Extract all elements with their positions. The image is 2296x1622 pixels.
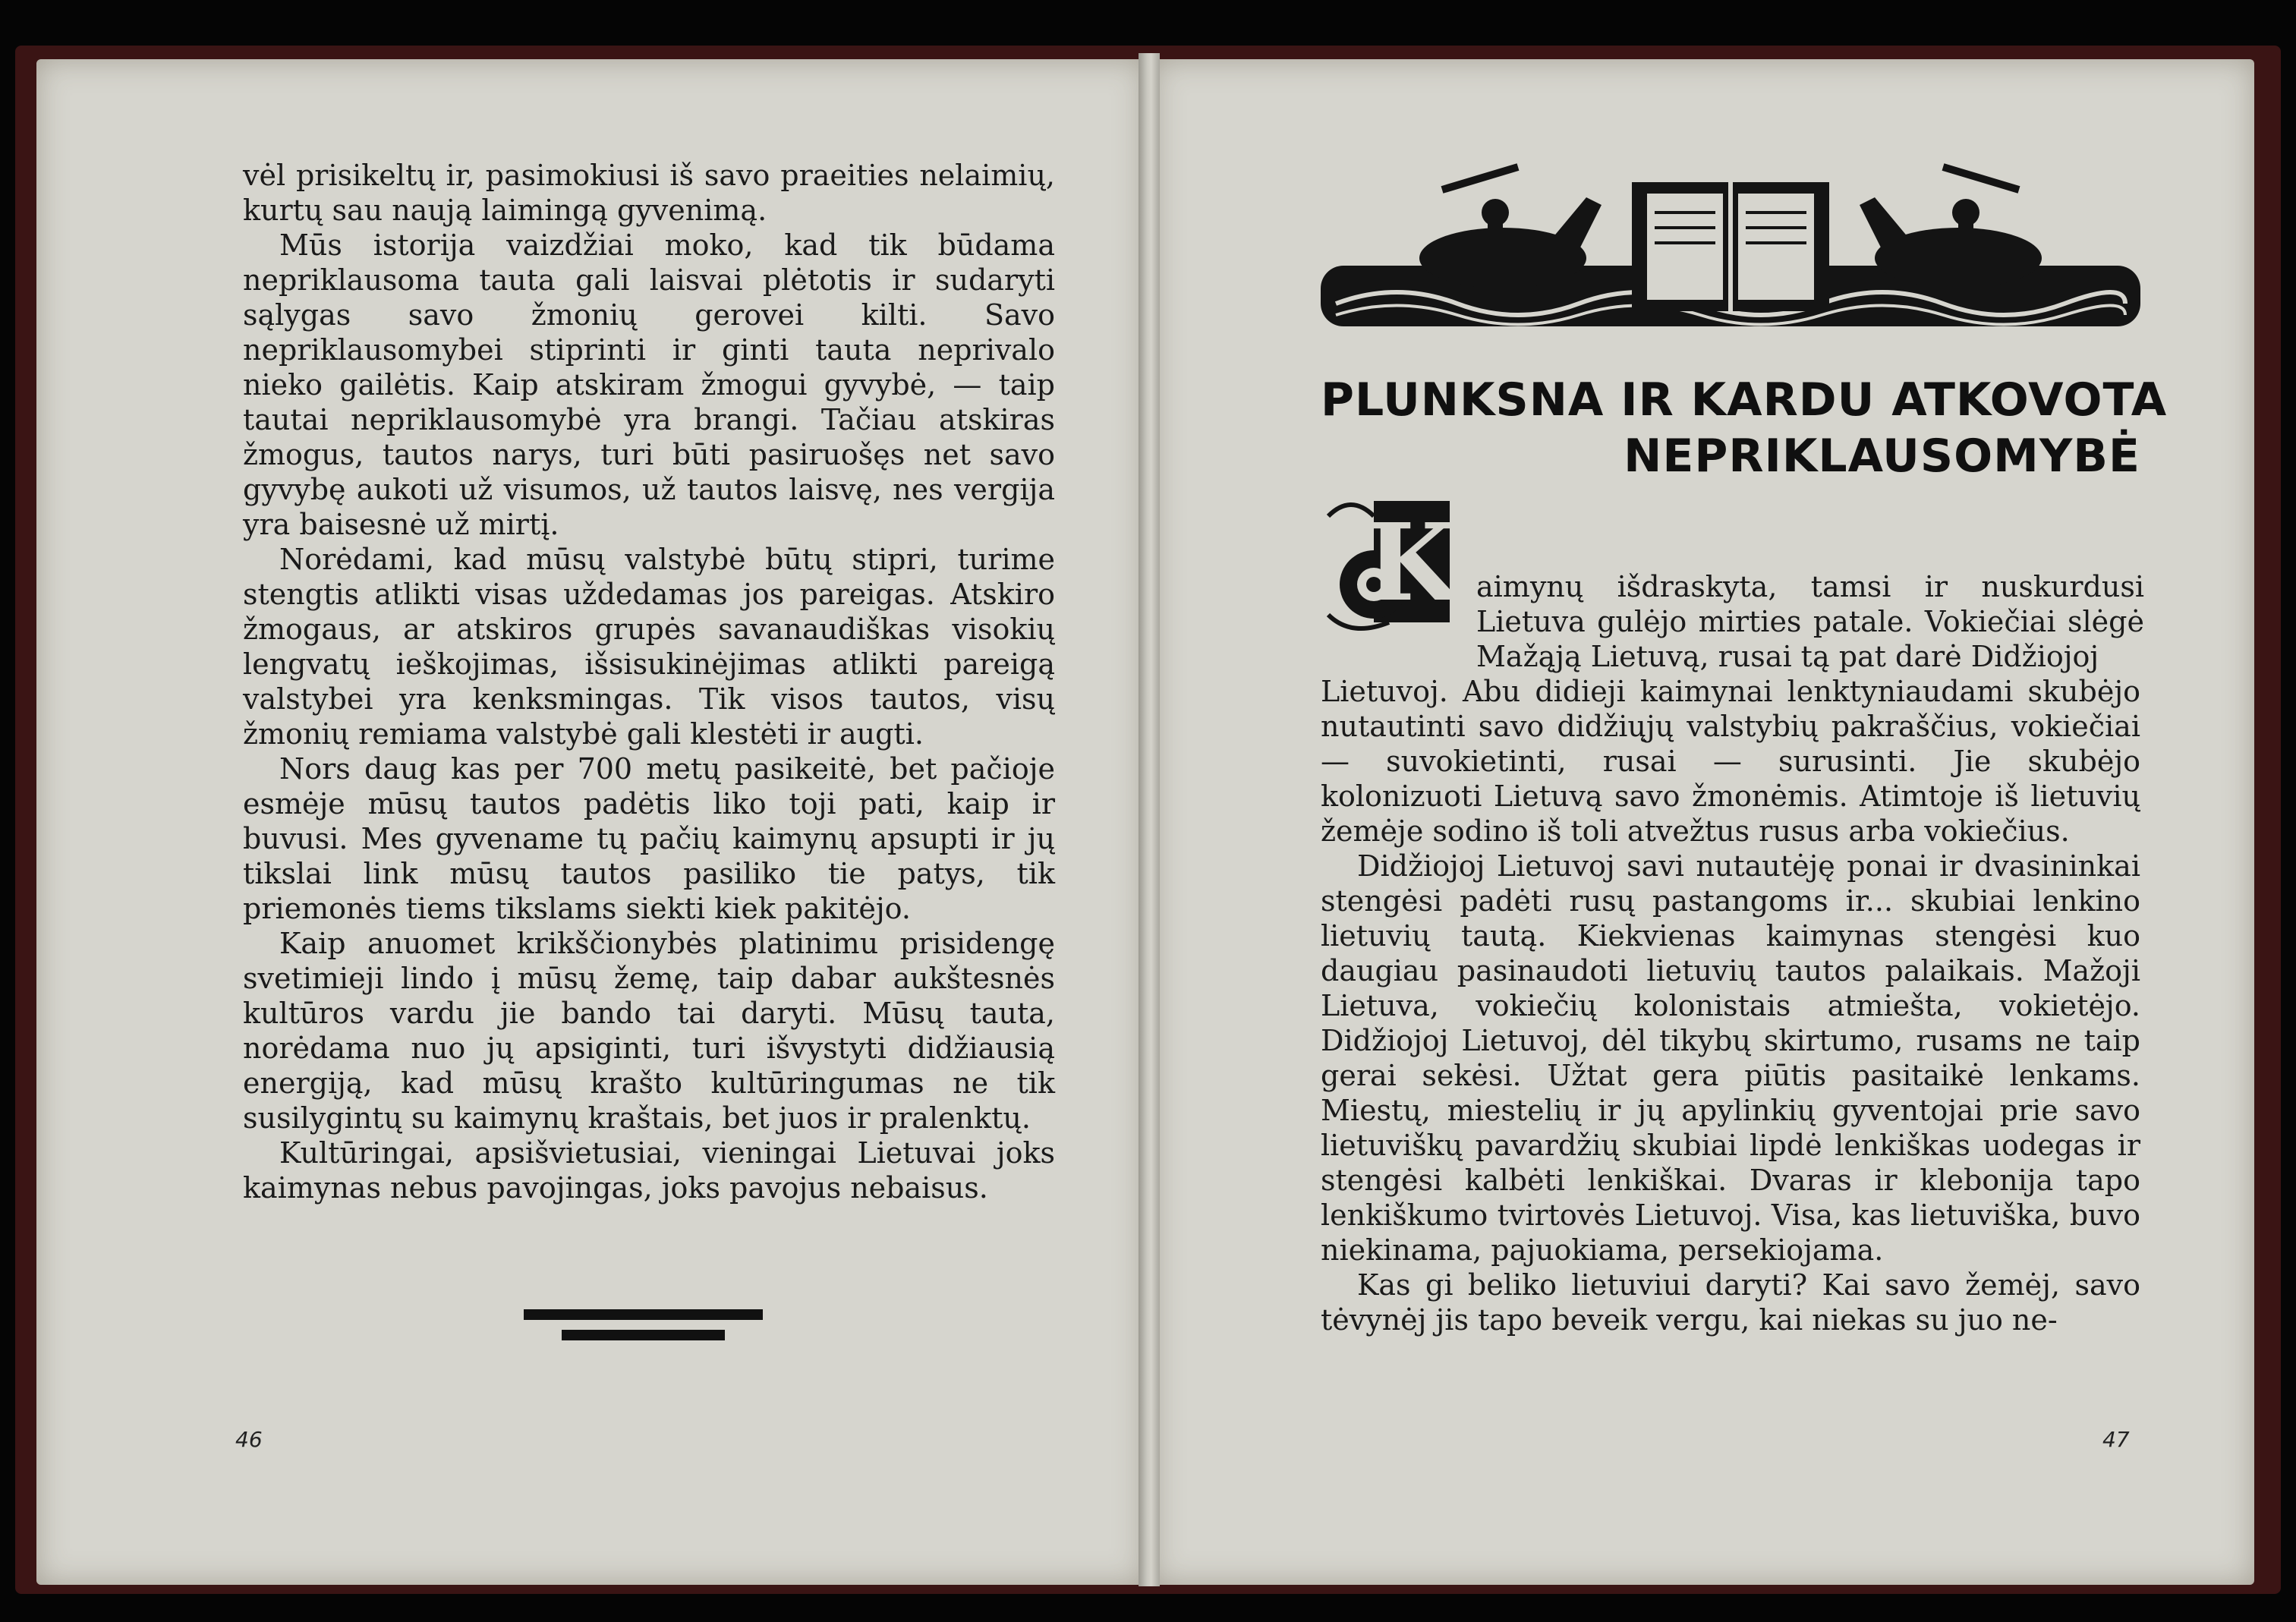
paragraph: vėl prisikeltų ir, pasimokiusi iš savo praeities nelaimių, kurtų sau naują laimingą gyvenimą.: [243, 159, 1055, 227]
paragraph: Kas gi beliko lietuviui daryti? Kai savo žemėj, savo tėvynėj jis tapo beveik vergu, kai niekas su juo ne-: [1321, 1268, 2140, 1337]
decorative-banner-illustration: [1321, 152, 2140, 334]
book-gutter: [1139, 53, 1160, 1586]
drop-cap-letter: K: [1365, 501, 1458, 625]
chapter-heading-line2: NEPRIKLAUSOMYBĖ: [1624, 430, 2140, 483]
section-end-rule: [524, 1309, 763, 1320]
chapter-heading: [1321, 372, 2168, 484]
left-page-text: [243, 158, 1055, 1205]
paragraph: Kultūringai, apsišvietusiai, vieningai Lietuvai joks kaimynas nebus pavojingas, joks pavojus nebaisus.: [243, 1136, 1055, 1205]
chapter-heading-line1: PLUNKSNA IR KARDU ATKOVOTA: [1321, 373, 2168, 427]
page-number-right: 47: [2102, 1427, 2130, 1452]
paragraph: Mūs istorija vaizdžiai moko, kad tik būdama nepriklausoma tauta gali laisvai plėtotis ir sudaryti sąlygas savo žmonių gerovei kilti. Savo nepriklausomybei stiprinti ir ginti tauta neprivalo nieko gailėtis. Kaip atskiram žmogui gyvybė, — taip tautai nepriklausomybė yra brangi. Tačiau atskiras žmogus, tautos narys, turi būti pasiruošęs net savo gyvybę aukoti už visumos, už tautos laisvę, nes vergija yra baisesnė už mirtį.: [243, 228, 1055, 541]
ornamental-drop-cap: [1321, 486, 1465, 660]
paragraph: Norėdami, kad mūsų valstybė būtų stipri, turime stengtis atlikti visas uždedamas jos pareigas. Atskiro žmogaus, ar atskiros grupės savanaudiškas visokių lengvatų ieškojimas, išsisukinėjimas atlikti pareigą valstybei yra kenksmingas. Tik visos tautos, visų žmonių remiama valstybė gali klestėti ir augti.: [243, 543, 1055, 751]
paragraph: Kaip anuomet krikščionybės platinimu prisidengę svetimieji lindo į mūsų žemę, taip dabar aukštesnės kultūros vardu jie bando tai daryti. Mūsų tauta, norėdama nuo jų apsiginti, turi išvystyti didžiausią energiją, kad mūsų krašto kultūringumas ne tik susilygintų su kaimynų kraštais, bet juos ir pralenktų.: [243, 927, 1055, 1135]
paragraph: Didžiojoj Lietuvoj savi nutautėję ponai ir dvasininkai stengėsi padėti rusų pastangoms ir... skubiai lenkino lietuvių tautą. Kiekvienas kaimynas stengėsi kuo daugiau pasinaudoti lietuvių tautos palaikais. Mažoji Lietuva, vokiečių kolonistais atmiešta, vokietėjo. Didžiojoj Lietuvoj, dėl tikybų skirtumo, rusams ne taip gerai sekėsi. Užtat gera piūtis pasitaikė lenkams. Miestų, miestelių ir jų apylinkių gyventojai prie savo lietuviškų pavardžių skubiai lipdė lenkiškas uodegas ir stengėsi kalbėti lenkiškai. Dvaras ir klebonija tapo lenkiškumo tvirtovės Lietuvoj. Visa, kas lietuviška, buvo niekinama, pajuokiama, persekiojama.: [1321, 849, 2140, 1267]
page-number-left: 46: [235, 1427, 263, 1452]
paragraph: Lietuvoj. Abu didieji kaimynai lenktyniaudami skubėjo nutautinti savo didžiųjų valstybių pakraščius, vokiečiai — suvokietinti, rusai — surusinti. Jie skubėjo kolonizuoti Lietuvą savo žmonėmis. Atimtoje iš lietuvių žemėje sodino iš toli atvežtus rusus arba vokiečius.: [1321, 675, 2140, 848]
section-end-rule: [562, 1330, 725, 1340]
right-page-text: [1321, 674, 2140, 1337]
right-intro-text: [1476, 569, 2144, 674]
paragraph: Nors daug kas per 700 metų pasikeitė, bet pačioje esmėje mūsų tautos padėtis liko toji pati, kaip ir buvusi. Mes gyvename tų pačių kaimynų apsupti ir jų tikslai link mūsų tautos pasiliko tie patys, tik priemonės tiems tikslams siekti kiek pakitėjo.: [243, 752, 1055, 925]
paragraph: aimynų išdraskyta, tamsi ir nuskurdusi Lietuva gulėjo mirties patale. Vokiečiai slėgė Mažąją Lietuvą, rusai tą pat darė Didžiojoj: [1476, 570, 2144, 673]
